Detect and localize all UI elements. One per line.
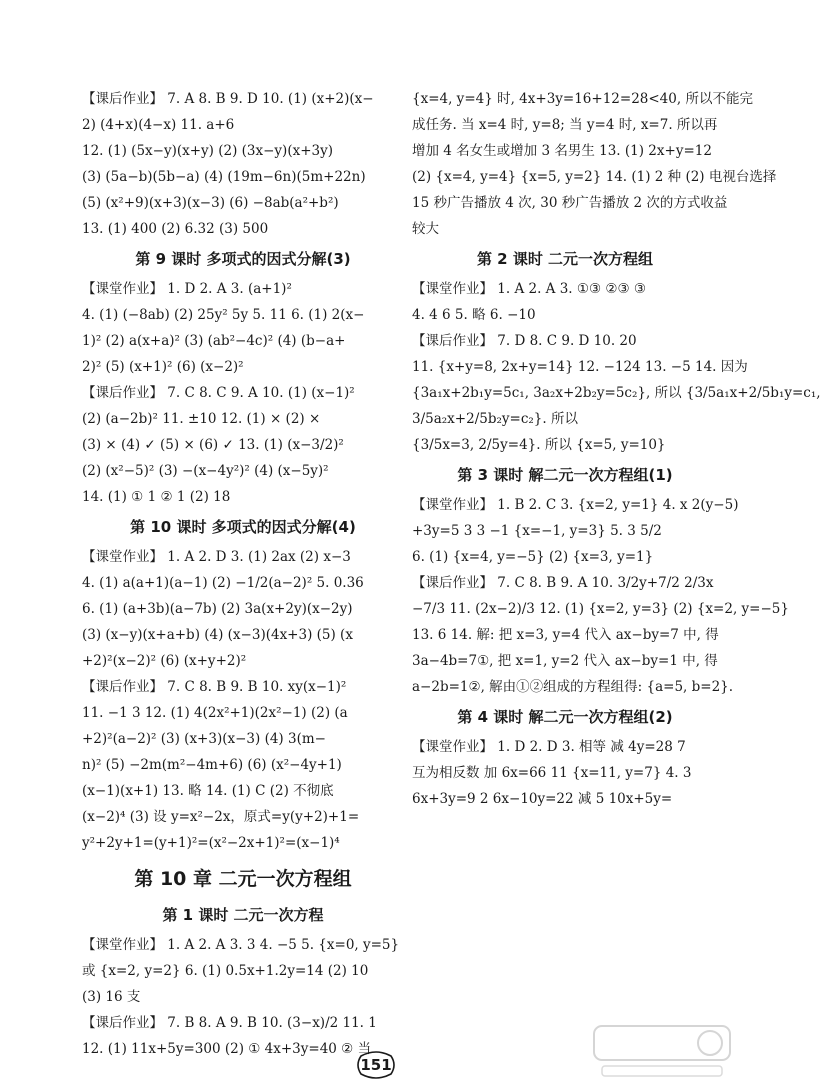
section-heading: 第 1 课时 二元一次方程: [162, 906, 324, 924]
answer-line: 【课堂作业】 1. D 2. A 3. (a+1)²: [82, 281, 292, 297]
answer-line: (3) × (4) ✓ (5) × (6) ✓ 13. (1) (x−3/2)²: [82, 437, 344, 453]
answer-line: +3y=5 3 3 −1 {x=−1, y=3} 5. 3 5/2: [412, 523, 662, 539]
answer-line: 较大: [412, 221, 439, 237]
answer-line: (2) (a−2b)² 11. ±10 12. (1) × (2) ×: [82, 411, 321, 427]
answer-line: (3) (5a−b)(5b−a) (4) (19m−6n)(5m+22n): [82, 169, 366, 185]
answer-line: 【课堂作业】 1. D 2. D 3. 相等 减 4y=28 7: [412, 739, 686, 755]
section-heading: 第 3 课时 解二元一次方程组(1): [457, 466, 673, 484]
answer-line: 12. (1) 11x+5y=300 (2) ① 4x+3y=40 ② 当: [82, 1041, 372, 1057]
answer-line: 2) (4+x)(4−x) 11. a+6: [82, 117, 235, 133]
answer-line: 【课后作业】 7. C 8. B 9. B 10. xy(x−1)²: [82, 679, 347, 695]
answer-line: y²+2y+1=(y+1)²=(x²−2x+1)²=(x−1)⁴: [82, 835, 340, 851]
answer-line: {x=4, y=4} 时, 4x+3y=16+12=28<40, 所以不能完: [412, 91, 753, 107]
answer-line: 【课堂作业】 1. A 2. A 3. 3 4. −5 5. {x=0, y=5}: [82, 937, 400, 953]
answer-line: 【课后作业】 7. A 8. B 9. D 10. (1) (x+2)(x−: [82, 91, 374, 107]
answer-line: 增加 4 名女生或增加 3 名男生 13. (1) 2x+y=12: [412, 143, 712, 159]
left-column: [82, 86, 404, 1062]
answer-line: 2)² (5) (x+1)² (6) (x−2)²: [82, 359, 244, 375]
answer-line: 或 {x=2, y=2} 6. (1) 0.5x+1.2y=14 (2) 10: [82, 963, 369, 979]
answer-line: (x−2)⁴ (3) 设 y=x²−2x，原式=y(y+2)+1=: [82, 809, 360, 825]
answer-line: a−2b=1②, 解由①②组成的方程组得: {a=5, b=2}.: [412, 679, 734, 695]
answer-line: 14. (1) ① 1 ② 1 (2) 18: [82, 489, 231, 505]
answer-line: 成任务. 当 x=4 时, y=8; 当 y=4 时, x=7. 所以再: [412, 117, 718, 133]
answer-line: 4. (1) a(a+1)(a−1) (2) −1/2(a−2)² 5. 0.36: [82, 575, 364, 591]
answer-line: 6x+3y=9 2 6x−10y=22 减 5 10x+5y=: [412, 791, 673, 807]
section-heading: 第 10 课时 多项式的因式分解(4): [130, 518, 356, 536]
answer-line: +2)²(x−2)² (6) (x+y+2)²: [82, 653, 247, 669]
answer-line: n)² (5) −2m(m²−4m+6) (6) (x²−4y+1): [82, 757, 342, 773]
answer-line: 互为相反数 加 6x=66 11 {x=11, y=7} 4. 3: [412, 765, 692, 781]
answer-line: (3) 16 支: [82, 989, 141, 1005]
watermark-icon: [592, 1022, 732, 1082]
page-number: 151: [360, 1056, 392, 1074]
answer-line: 3/5a₂x+2/5b₂y=c₂}. 所以: [412, 411, 578, 427]
answer-line: 6. (1) {x=4, y=−5} (2) {x=3, y=1}: [412, 549, 654, 565]
answer-line: 11. {x+y=8, 2x+y=14} 12. −124 13. −5 14. 因为: [412, 359, 748, 375]
answer-line: 4. (1) (−8ab) (2) 25y² 5y 5. 11 6. (1) 2(x−: [82, 307, 365, 323]
answer-line: 1)² (2) a(x+a)² (3) (ab²−4c)² (4) (b−a+: [82, 333, 346, 349]
answer-line: 15 秒广告播放 4 次, 30 秒广告播放 2 次的方式收益: [412, 195, 728, 211]
answer-line: 6. (1) (a+3b)(a−7b) (2) 3a(x+2y)(x−2y): [82, 601, 353, 617]
answer-line: 3a−4b=7①, 把 x=1, y=2 代入 ax−by=1 中, 得: [412, 653, 718, 669]
answer-line: 【课堂作业】 1. A 2. A 3. ①③ ②③ ③: [412, 281, 646, 297]
answer-line: (3) (x−y)(x+a+b) (4) (x−3)(4x+3) (5) (x: [82, 627, 353, 643]
answer-line: (2) (x²−5)² (3) −(x−4y²)² (4) (x−5y)²: [82, 463, 329, 479]
section-heading: 第 2 课时 二元一次方程组: [476, 250, 654, 268]
answer-line: 13. (1) 400 (2) 6.32 (3) 500: [82, 221, 269, 237]
answer-line: (5) (x²+9)(x+3)(x−3) (6) −8ab(a²+b²): [82, 195, 339, 211]
answer-line: +2)²(a−2)² (3) (x+3)(x−3) (4) 3(m−: [82, 731, 326, 747]
right-column: [412, 86, 821, 812]
section-heading: 第 9 课时 多项式的因式分解(3): [135, 250, 351, 268]
answer-line: (x−1)(x+1) 13. 略 14. (1) C (2) 不彻底: [82, 783, 334, 799]
answer-line: 【课后作业】 7. B 8. A 9. B 10. (3−x)/2 11. 1: [82, 1015, 377, 1031]
answer-line: 11. −1 3 12. (1) 4(2x²+1)(2x²−1) (2) (a: [82, 705, 348, 721]
answer-line: 【课堂作业】 1. B 2. C 3. {x=2, y=1} 4. x 2(y−5): [412, 497, 739, 513]
answer-line: 【课后作业】 7. D 8. C 9. D 10. 20: [412, 333, 637, 349]
answer-line: 4. 4 6 5. 略 6. −10: [412, 307, 536, 323]
chapter-title: 第 10 章 二元一次方程组: [134, 868, 352, 890]
answer-line: {3a₁x+2b₁y=5c₁, 3a₂x+2b₂y=5c₂}, 所以 {3/5a₁x+2/5b₁y=c₁,: [412, 385, 821, 401]
answer-line: 13. 6 14. 解: 把 x=3, y=4 代入 ax−by=7 中, 得: [412, 627, 719, 643]
answer-line: {3/5x=3, 2/5y=4}. 所以 {x=5, y=10}: [412, 437, 666, 453]
answer-line: 12. (1) (5x−y)(x+y) (2) (3x−y)(x+3y): [82, 143, 333, 159]
watermark-logo: [592, 1022, 732, 1082]
answer-line: (2) {x=4, y=4} {x=5, y=2} 14. (1) 2 种 (2) 电视台选择: [412, 169, 777, 185]
answer-line: 【课后作业】 7. C 8. B 9. A 10. 3/2y+7/2 2/3x: [412, 575, 714, 591]
section-heading: 第 4 课时 解二元一次方程组(2): [457, 708, 673, 726]
answer-line: −7/3 11. (2x−2)/3 12. (1) {x=2, y=3} (2) {x=2, y=−5}: [412, 601, 789, 617]
answer-line: 【课堂作业】 1. A 2. D 3. (1) 2ax (2) x−3: [82, 549, 351, 565]
answer-line: 【课后作业】 7. C 8. C 9. A 10. (1) (x−1)²: [82, 385, 355, 401]
